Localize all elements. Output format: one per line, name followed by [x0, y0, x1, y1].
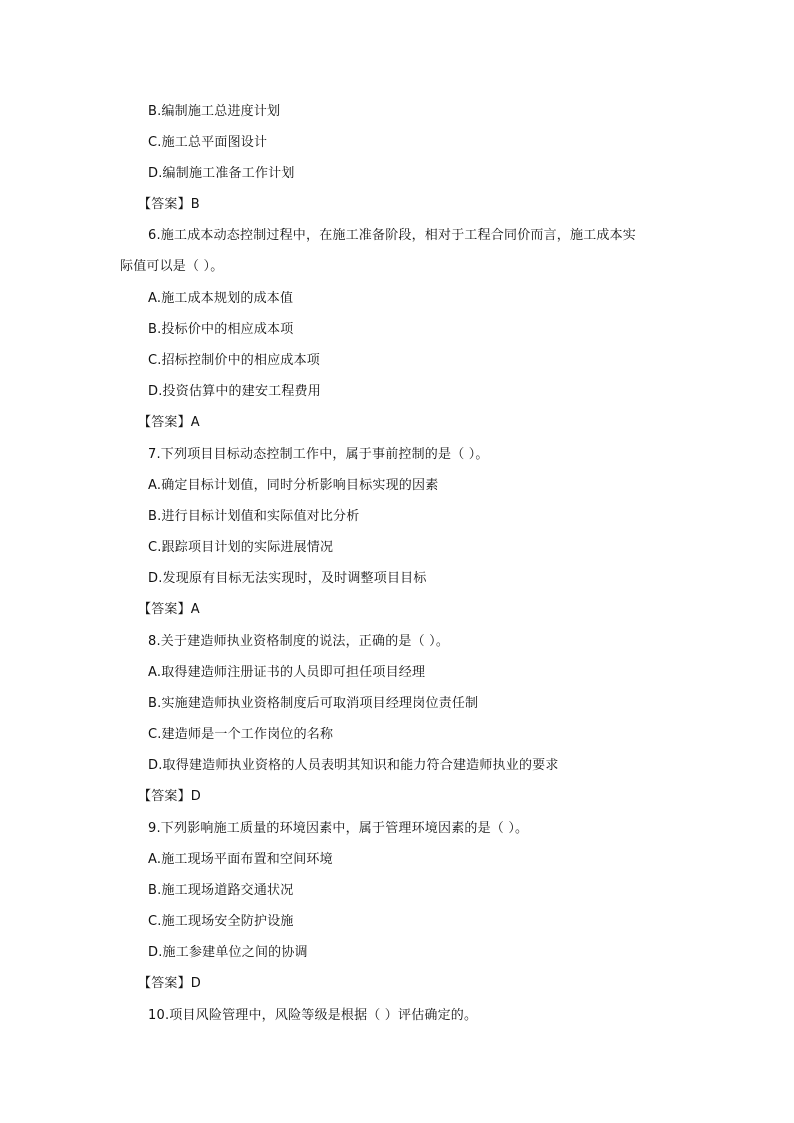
option-line: D.施工参建单位之间的协调 — [148, 945, 308, 960]
option-line: B.进行目标计划值和实际值对比分析 — [148, 509, 360, 524]
option-line: A.施工现场平面布置和空间环境 — [148, 852, 333, 867]
option-line: D.编制施工准备工作计划 — [148, 166, 295, 181]
option-line: D.取得建造师执业资格的人员表明其知识和能力符合建造师执业的要求 — [148, 758, 559, 773]
question-line: 9.下列影响施工质量的环境因素中，属于管理环境因素的是（ ）。 — [148, 821, 529, 836]
question-line: 10.项目风险管理中，风险等级是根据（ ）评估确定的。 — [148, 1008, 478, 1023]
question-line: 6.施工成本动态控制过程中，在施工准备阶段，相对于工程合同价而言，施工成本实 — [148, 228, 637, 243]
option-line: A.确定目标计划值，同时分析影响目标实现的因素 — [148, 478, 439, 493]
option-line: C.施工总平面图设计 — [148, 135, 268, 150]
answer-line: 【答案】A — [138, 602, 200, 617]
option-line: B.投标价中的相应成本项 — [148, 322, 294, 337]
answer-line: 【答案】B — [138, 197, 200, 212]
option-line: B.实施建造师执业资格制度后可取消项目经理岗位责任制 — [148, 696, 479, 711]
option-line: A.施工成本规划的成本值 — [148, 291, 294, 306]
option-line: D.投资估算中的建安工程费用 — [148, 384, 321, 399]
option-line: C.建造师是一个工作岗位的名称 — [148, 727, 334, 742]
option-line: C.招标控制价中的相应成本项 — [148, 353, 321, 368]
option-line: D.发现原有目标无法实现时，及时调整项目目标 — [148, 571, 427, 586]
option-line: B.编制施工总进度计划 — [148, 104, 281, 119]
option-line: C.跟踪项目计划的实际进展情况 — [148, 540, 334, 555]
option-line: C.施工现场安全防护设施 — [148, 914, 294, 929]
answer-line: 【答案】D — [138, 976, 202, 991]
option-line: B.施工现场道路交通状况 — [148, 883, 294, 898]
question-line: 7.下列项目目标动态控制工作中，属于事前控制的是（ ）。 — [148, 447, 489, 462]
question-line-continued: 际值可以是（ ）。 — [120, 259, 224, 274]
option-line: A.取得建造师注册证书的人员即可担任项目经理 — [148, 665, 426, 680]
question-line: 8.关于建造师执业资格制度的说法，正确的是（ ）。 — [148, 634, 450, 649]
answer-line: 【答案】D — [138, 789, 202, 804]
answer-line: 【答案】A — [138, 415, 200, 430]
